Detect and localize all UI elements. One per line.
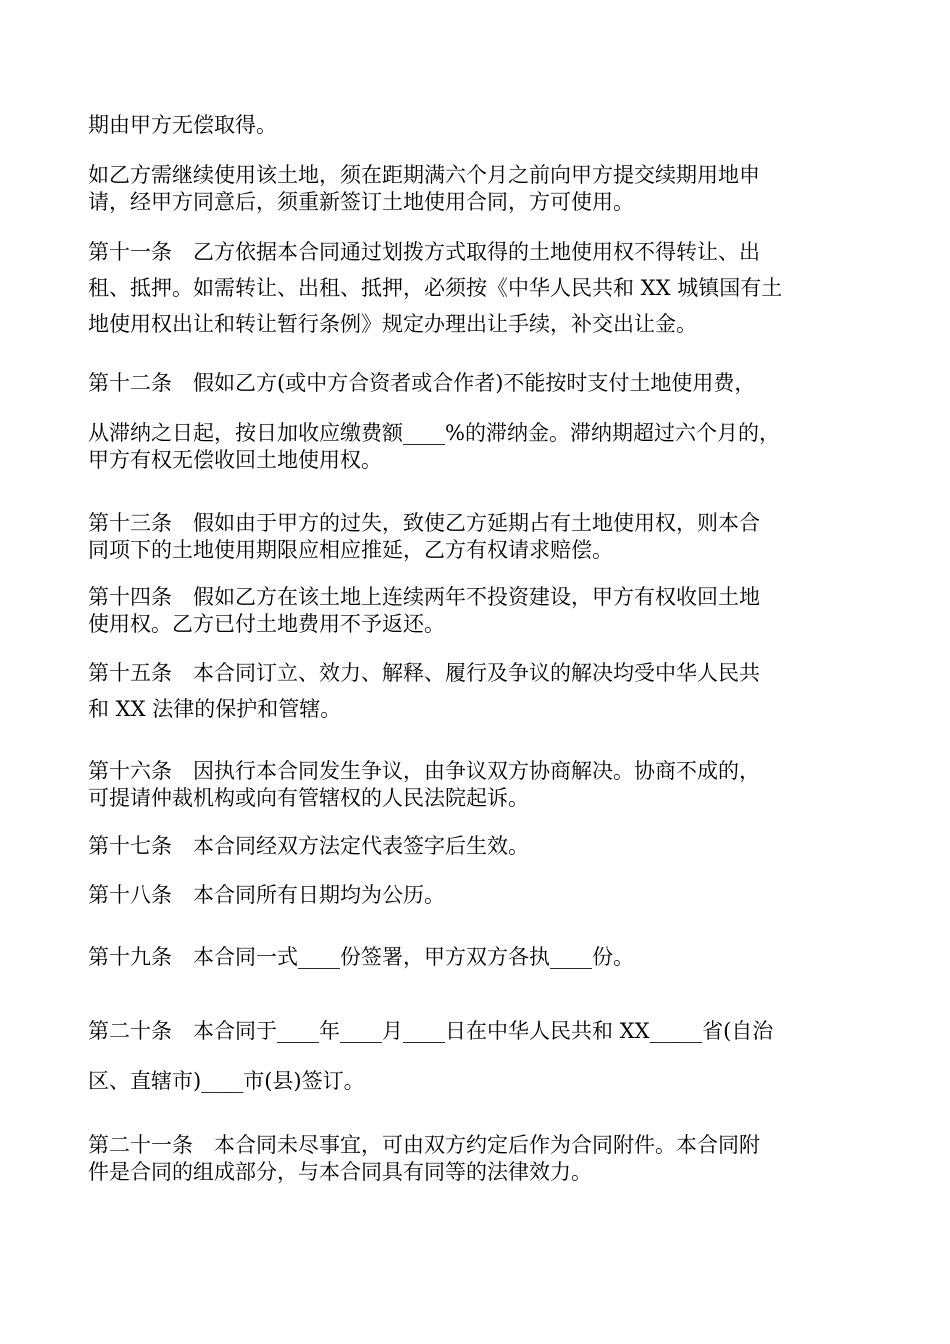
paragraph-continuation: 期由甲方无偿取得。 (88, 113, 277, 137)
article-20-line2: 区、直辖市)____市(县)签订。 (88, 1069, 365, 1093)
article-19: 第十九条 本合同一式____份签署，甲方双方各执____份。 (88, 945, 634, 969)
article-12-line2: 从滞纳之日起，按日加收应缴费额____%的滞纳金。滞纳期超过六个月的， 甲方有权无偿收回土地使用权。 (88, 421, 780, 472)
paragraph-renewal: 如乙方需继续使用该土地，须在距期满六个月之前向甲方提交续期用地申 请，经甲方同意后，须重新签订土地使用合同，方可使用。 (88, 163, 760, 214)
article-20-line1: 第二十条 本合同于____年____月____日在中华人民共和 XX_____省(自治 (88, 1019, 774, 1043)
article-21: 第二十一条 本合同未尽事宜，可由双方约定后作为合同附件。本合同附 件是合同的组成部分，与本合同具有同等的法律效力。 (88, 1133, 760, 1184)
article-13: 第十三条 假如由于甲方的过失，致使乙方延期占有土地使用权，则本合 同项下的土地使用期限应相应推延，乙方有权请求赔偿。 (88, 511, 760, 562)
article-18: 第十八条 本合同所有日期均为公历。 (88, 883, 445, 907)
article-14: 第十四条 假如乙方在该土地上连续两年不投资建设，甲方有权收回土地 使用权。乙方已付土地费用不予返还。 (88, 585, 760, 636)
article-16: 第十六条 因执行本合同发生争议，由争议双方协商解决。协商不成的， 可提请仲裁机构或向有管辖权的人民法院起诉。 (88, 759, 760, 810)
article-11: 第十一条 乙方依据本合同通过划拨方式取得的土地使用权不得转让、出 租、抵押。如需转让、出租、抵押，必须按《中华人民共和 XX 城镇国有土 地使用权出让和转让暂行条例》规定办理出让手续，补交出让金。 (88, 240, 783, 336)
article-17: 第十七条 本合同经双方法定代表签字后生效。 (88, 834, 529, 858)
article-12-line1: 第十二条 假如乙方(或中方合资者或合作者)不能按时支付土地使用费， (88, 371, 756, 395)
article-15: 第十五条 本合同订立、效力、解释、履行及争议的解决均受中华人民共 和 XX 法律的保护和管辖。 (88, 661, 760, 721)
